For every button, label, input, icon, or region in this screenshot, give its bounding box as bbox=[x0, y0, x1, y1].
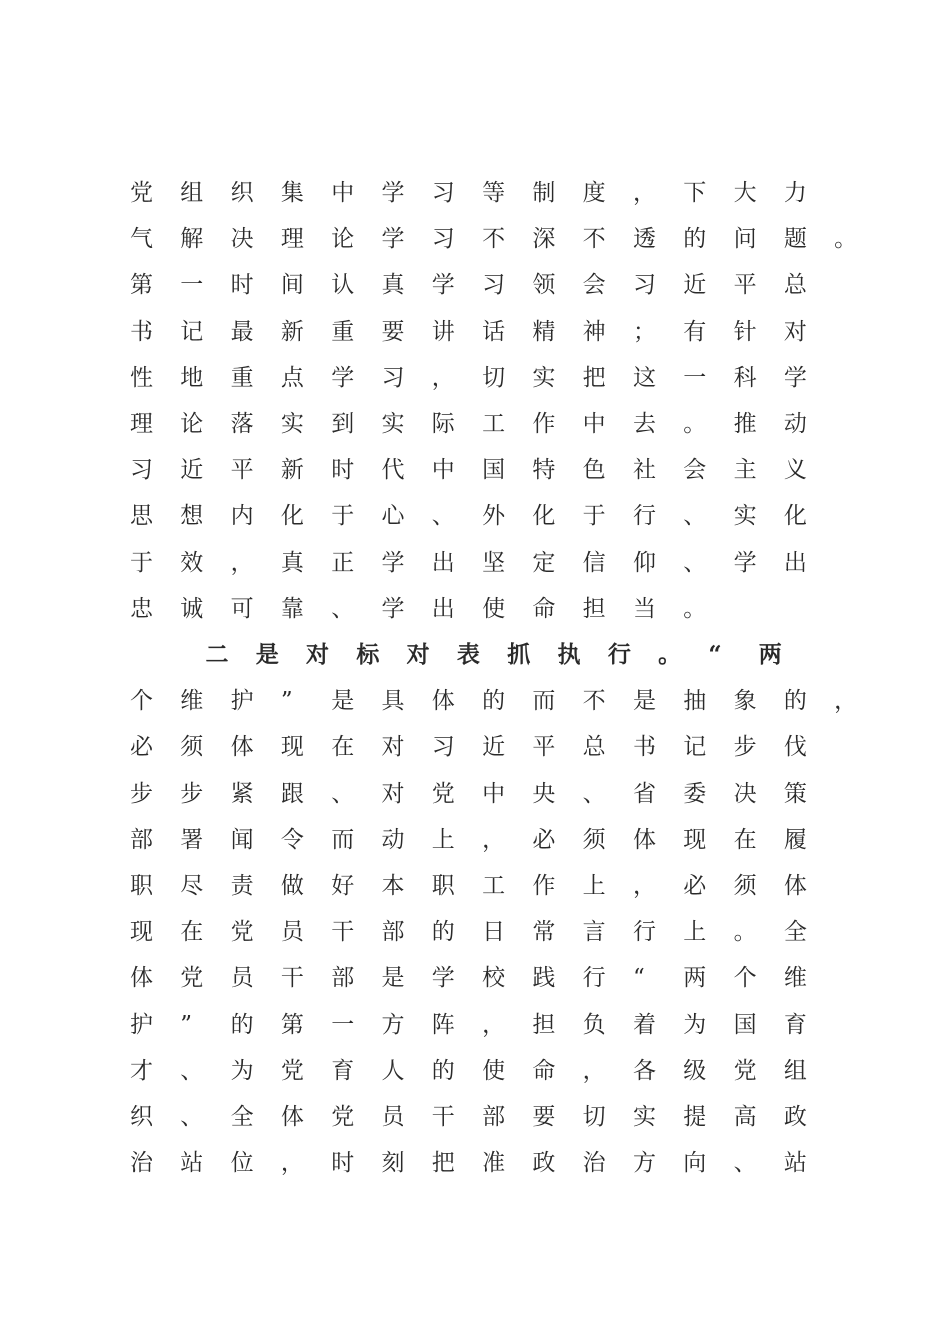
paragraph-line: 部 署 闻 令 而 动 上 ， 必 须 体 现 在 履 bbox=[130, 826, 807, 853]
paragraph-line: 个 维 护 ” 是 具 体 的 而 不 是 抽 象 的 ， bbox=[130, 688, 858, 715]
paragraph-line: 治 站 位 ， 时 刻 把 准 政 治 方 向 、 站 bbox=[130, 1150, 807, 1177]
paragraph-line: 必 须 体 现 在 对 习 近 平 总 书 记 步 伐 bbox=[130, 734, 807, 761]
paragraph-line: 织 、 全 体 党 员 干 部 要 切 实 提 高 政 bbox=[130, 1104, 807, 1130]
paragraph-line: 忠 诚 可 靠 、 学 出 使 命 担 当 。 bbox=[130, 595, 707, 622]
paragraph-line: 第 一 时 间 认 真 学 习 领 会 习 近 平 总 bbox=[130, 272, 807, 299]
paragraph-line: 护 ” 的 第 一 方 阵 ， 担 负 着 为 国 育 bbox=[130, 1011, 807, 1038]
paragraph-line: 气 解 决 理 论 学 习 不 深 不 透 的 问 题 。 bbox=[130, 226, 858, 253]
paragraph-line: 步 步 紧 跟 、 对 党 中 央 、 省 委 决 策 bbox=[130, 780, 807, 807]
paragraph-line: 才 、 为 党 育 人 的 使 命 ， 各 级 党 组 bbox=[130, 1057, 807, 1084]
section-heading-line: 二 是 对 标 对 表 抓 执 行 。 “ 两 bbox=[205, 641, 782, 668]
paragraph-line: 理 论 落 实 到 实 际 工 作 中 去 。 推 动 bbox=[130, 411, 807, 437]
paragraph-line: 于 效 ， 真 正 学 出 坚 定 信 仰 、 学 出 bbox=[130, 549, 807, 576]
paragraph-line: 体 党 员 干 部 是 学 校 践 行 “ 两 个 维 bbox=[130, 965, 807, 992]
paragraph-line: 职 尽 责 做 好 本 职 工 作 上 ， 必 须 体 bbox=[130, 873, 807, 899]
paragraph-line: 性 地 重 点 学 习 ， 切 实 把 这 一 科 学 bbox=[130, 364, 807, 391]
paragraph-line: 现 在 党 员 干 部 的 日 常 言 行 上 。 全 bbox=[130, 919, 807, 946]
paragraph-line: 党 组 织 集 中 学 习 等 制 度 ， 下 大 力 bbox=[130, 180, 807, 206]
paragraph-line: 思 想 内 化 于 心 、 外 化 于 行 、 实 化 bbox=[130, 503, 807, 530]
paragraph-line: 习 近 平 新 时 代 中 国 特 色 社 会 主 义 bbox=[130, 457, 807, 484]
paragraph-line: 书 记 最 新 重 要 讲 话 精 神 ； 有 针 对 bbox=[130, 318, 807, 345]
